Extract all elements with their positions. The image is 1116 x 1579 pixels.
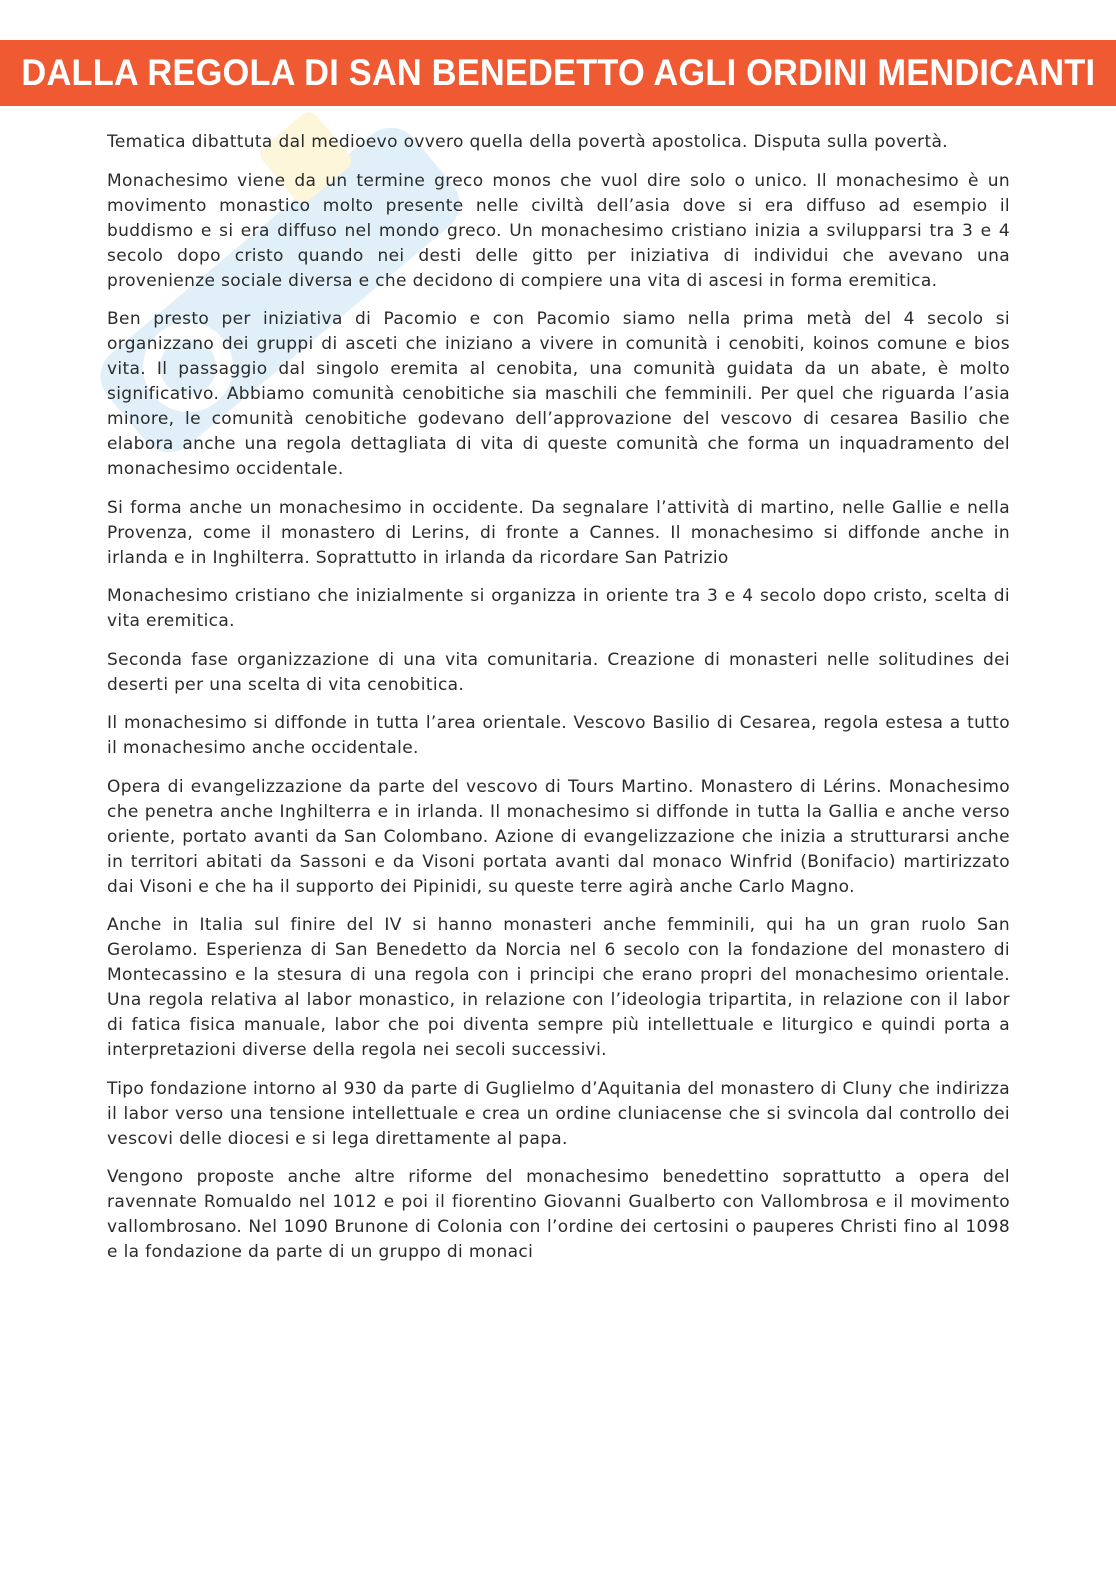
paragraph: Monachesimo cristiano che inizialmente si organizza in oriente tra 3 e 4 secolo dopo cristo, scelta di vita eremitica. bbox=[107, 586, 1010, 631]
paragraph: Vengono proposte anche altre riforme del monachesimo benedettino soprattutto a opera del ravennate Romualdo nel 1012 e poi il fiorentino Giovanni Gualberto con Vallombrosa e il movimento vallombrosano. Nel 1090 Brunone di Colonia con l’ordine dei certosini o pauperes Christi fino al 1098 e la fondazione da parte di un gruppo di monaci bbox=[107, 1167, 1010, 1262]
paragraph: Ben presto per iniziativa di Pacomio e con Pacomio siamo nella prima metà del 4 secolo si organizzano dei gruppi di asceti che iniziano a vivere in comunità i cenobiti, koinos comune e bios vita. Il passaggio dal singolo eremita al cenobita, una comunità guidata da un abate, è molto significativo. Abbiamo comunità cenobitiche sia maschili che femminili. Per quel che riguarda l’asia minore, le comunità cenobitiche godevano dell’approvazione del vescovo di cesarea Basilio che elabora anche una regola dettagliata di vita di queste comunità che forma un inquadramento del monachesimo occidentale. bbox=[107, 309, 1010, 479]
paragraph: Anche in Italia sul finire del IV si hanno monasteri anche femminili, qui ha un gran ruolo San Gerolamo. Esperienza di San Benedetto da Norcia nel 6 secolo con la fondazione del monastero di Montecassino e la stesura di una regola con i principi che erano propri del monachesimo orientale. Una regola relativa al labor monastico, in relazione con l’ideologia tripartita, in relazione con il labor di fatica fisica manuale, labor che poi diventa sempre più intellettuale e liturgico e quindi porta a interpretazioni diverse della regola nei secoli successivi. bbox=[107, 915, 1010, 1060]
document-body bbox=[107, 130, 1010, 1279]
paragraph: Opera di evangelizzazione da parte del vescovo di Tours Martino. Monastero di Lérins. Monachesimo che penetra anche Inghilterra e in irlanda. Il monachesimo si diffonde in tutta la Gallia e anche verso oriente, portato avanti da San Colombano. Azione di evangelizzazione che inizia a strutturarsi anche in territori abitati da Sassoni e da Visoni portata avanti dal monaco Winfrid (Bonifacio) martirizzato dai Visoni e che ha il supporto dei Pipinidi, su queste terre agirà anche Carlo Magno. bbox=[107, 776, 1010, 897]
paragraph: Monachesimo viene da un termine greco monos che vuol dire solo o unico. Il monachesimo è un movimento monastico molto presente nelle civiltà dell’asia dove si era diffuso ad esempio il buddismo e si era diffuso nel mondo greco. Un monachesimo cristiano inizia a svilupparsi tra 3 e 4 secolo dopo cristo quando nei desti delle gitto per iniziativa di individui che avevano una provenienze sociale diversa e che decidono di compiere una vita di ascesi in forma eremitica. bbox=[107, 170, 1010, 291]
paragraph: Seconda fase organizzazione di una vita comunitaria. Creazione di monasteri nelle solitudines dei deserti per una scelta di vita cenobitica. bbox=[107, 649, 1010, 695]
paragraph: Il monachesimo si diffonde in tutta l’area orientale. Vescovo Basilio di Cesarea, regola estesa a tutto il monachesimo anche occidentale. bbox=[107, 713, 1010, 758]
paragraph: Tematica dibattuta dal medioevo ovvero quella della povertà apostolica. Disputa sulla povertà. bbox=[107, 132, 949, 152]
paragraph: Tipo fondazione intorno al 930 da parte di Guglielmo d’Aquitania del monastero di Cluny che indirizza il labor verso una tensione intellettuale e crea un ordine cluniacense che si svincola dal controllo dei vescovi delle diocesi e si lega direttamente al papa. bbox=[107, 1078, 1010, 1149]
page-title: DALLA REGOLA DI SAN BENEDETTO AGLI ORDINI MENDICANTI bbox=[21, 52, 1095, 93]
title-bar bbox=[0, 40, 1116, 106]
paragraph: Si forma anche un monachesimo in occidente. Da segnalare l’attività di martino, nelle Gallie e nella Provenza, come il monastero di Lerins, di fronte a Cannes. Il monachesimo si diffonde anche in irlanda e in Inghilterra. Soprattutto in irlanda da ricordare San Patrizio bbox=[107, 497, 1010, 568]
